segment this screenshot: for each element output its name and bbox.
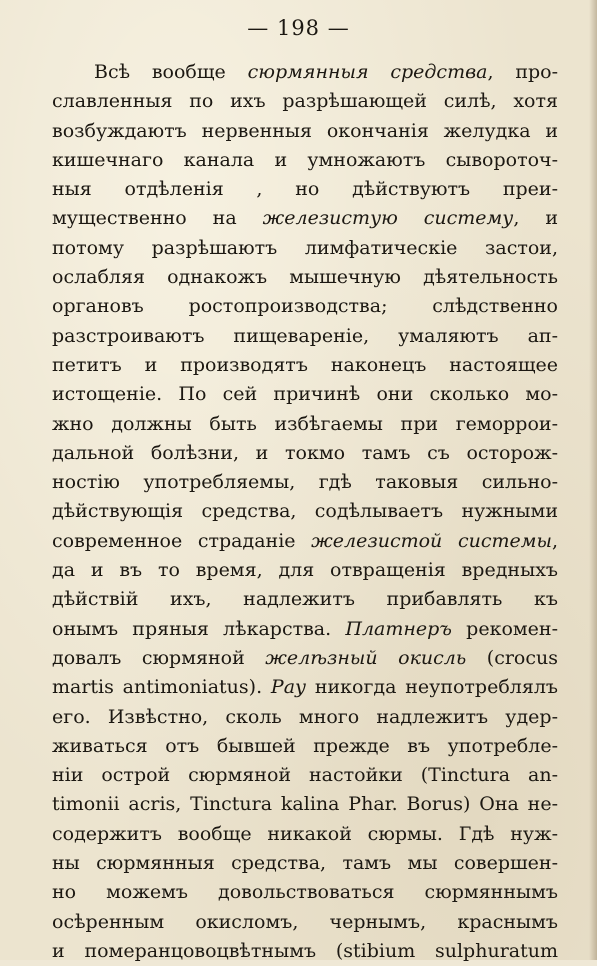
body-text xyxy=(52,58,558,966)
text-line xyxy=(52,703,558,732)
italic-term: Рау xyxy=(270,676,307,699)
text-line xyxy=(52,732,558,761)
text-segment: , про- xyxy=(487,61,558,83)
italic-term: железистой системы xyxy=(311,529,552,552)
text-segment: современное страданіе xyxy=(52,529,312,552)
text-line xyxy=(52,117,558,146)
text-line xyxy=(52,497,558,526)
italic-term: железистую систему xyxy=(262,207,514,230)
text-segment: его. Извѣстно, сколь много надлежитъ удер- xyxy=(52,705,558,728)
text-line xyxy=(52,146,558,175)
text-line xyxy=(52,937,558,966)
text-segment: Всѣ вообще xyxy=(94,61,248,83)
text-segment: , и xyxy=(513,207,558,230)
text-segment: martis antimoniatus). xyxy=(52,676,271,699)
text-segment: истощеніе. По сей причинѣ они сколько мо- xyxy=(52,383,558,406)
text-line xyxy=(52,615,558,644)
text-segment: ніи острой сюрмяной настойки (Tinctura an- xyxy=(52,764,558,787)
text-segment: довалъ сюрмяной xyxy=(52,646,266,669)
text-segment: дѣйствующія средства, содѣлываетъ нужными xyxy=(52,500,558,523)
text-segment: славленныя по ихъ разрѣшающей силѣ, хотя xyxy=(52,90,558,113)
text-segment: ослабляя однакожъ мышечную дѣятельность xyxy=(52,266,558,289)
text-line xyxy=(52,410,558,439)
text-line xyxy=(52,644,558,673)
text-line xyxy=(52,908,558,937)
text-line xyxy=(52,849,558,878)
text-segment: (crocus xyxy=(466,646,558,669)
text-segment: возбуждаютъ нервенныя окончанія желудка и xyxy=(52,119,558,142)
text-line xyxy=(52,761,558,790)
text-segment: онымъ пряныя лѣкарства. xyxy=(52,617,346,640)
text-line xyxy=(52,204,558,233)
text-line xyxy=(52,673,558,702)
text-line xyxy=(52,468,558,497)
text-line xyxy=(52,292,558,321)
text-segment: осѣренным окисломъ, чернымъ, краснымъ xyxy=(52,910,558,933)
text-line xyxy=(52,263,558,292)
text-segment: кишечнаго канала и умножаютъ сывороточ- xyxy=(52,148,558,171)
text-line xyxy=(52,556,558,585)
text-line xyxy=(52,234,558,263)
text-segment: петитъ и производятъ наконецъ настоящее xyxy=(52,353,558,376)
text-segment: живаться отъ бывшей прежде въ употребле- xyxy=(52,734,558,757)
text-segment: но можемъ довольствоваться сюрмяннымъ xyxy=(52,881,558,904)
text-line xyxy=(52,87,558,116)
text-segment: и померанцовоцвѣтнымъ (stibium sulphuratum xyxy=(52,939,558,962)
text-line xyxy=(52,351,558,380)
text-line xyxy=(52,878,558,907)
text-segment: , xyxy=(551,529,558,552)
text-segment: ныя отдѣленія , но дѣйствуютъ преи- xyxy=(52,178,558,201)
italic-term: Платнеръ xyxy=(345,617,452,640)
text-segment: дальной болѣзни, и токмо тамъ съ осторож- xyxy=(52,441,558,464)
text-line xyxy=(52,790,558,819)
text-segment: органовъ ростопроизводства; слѣдственно xyxy=(52,295,558,318)
text-line xyxy=(52,58,558,87)
page-edge-shadow xyxy=(589,0,597,960)
text-segment: timonii acris, Tinctura kalina Phar. Borus) Она не- xyxy=(52,793,558,816)
text-segment: рекомен- xyxy=(451,617,558,640)
text-segment: жно должны быть избѣгаемы при геморрои- xyxy=(52,412,558,435)
italic-term: сюрмянныя средства xyxy=(247,61,488,83)
text-segment: никогда неупотреблялъ xyxy=(306,676,558,699)
text-segment: содержитъ вообще никакой сюрмы. Гдѣ нуж- xyxy=(52,822,558,845)
text-line xyxy=(52,322,558,351)
page-number: — 198 — xyxy=(247,16,350,40)
text-line xyxy=(52,380,558,409)
text-segment: мущественно на xyxy=(52,207,263,230)
text-line xyxy=(52,175,558,204)
text-segment: дѣйствій ихъ, надлежитъ прибавлять къ xyxy=(52,588,558,611)
text-segment: ностію употребляемы, гдѣ таковыя сильно- xyxy=(52,471,558,494)
text-line xyxy=(52,527,558,556)
text-segment: разстроиваютъ пищевареніе, умаляютъ ап- xyxy=(52,324,558,347)
text-segment: да и въ то время, для отвращенія вредныхъ xyxy=(52,559,558,582)
text-line xyxy=(52,439,558,468)
text-segment: потому разрѣшаютъ лимфатическіе застои, xyxy=(52,236,558,259)
text-segment: ны сюрмянныя средства, тамъ мы совершен- xyxy=(52,852,558,875)
text-line xyxy=(52,585,558,614)
italic-term: желѣзный окисль xyxy=(265,646,467,669)
text-line xyxy=(52,820,558,849)
